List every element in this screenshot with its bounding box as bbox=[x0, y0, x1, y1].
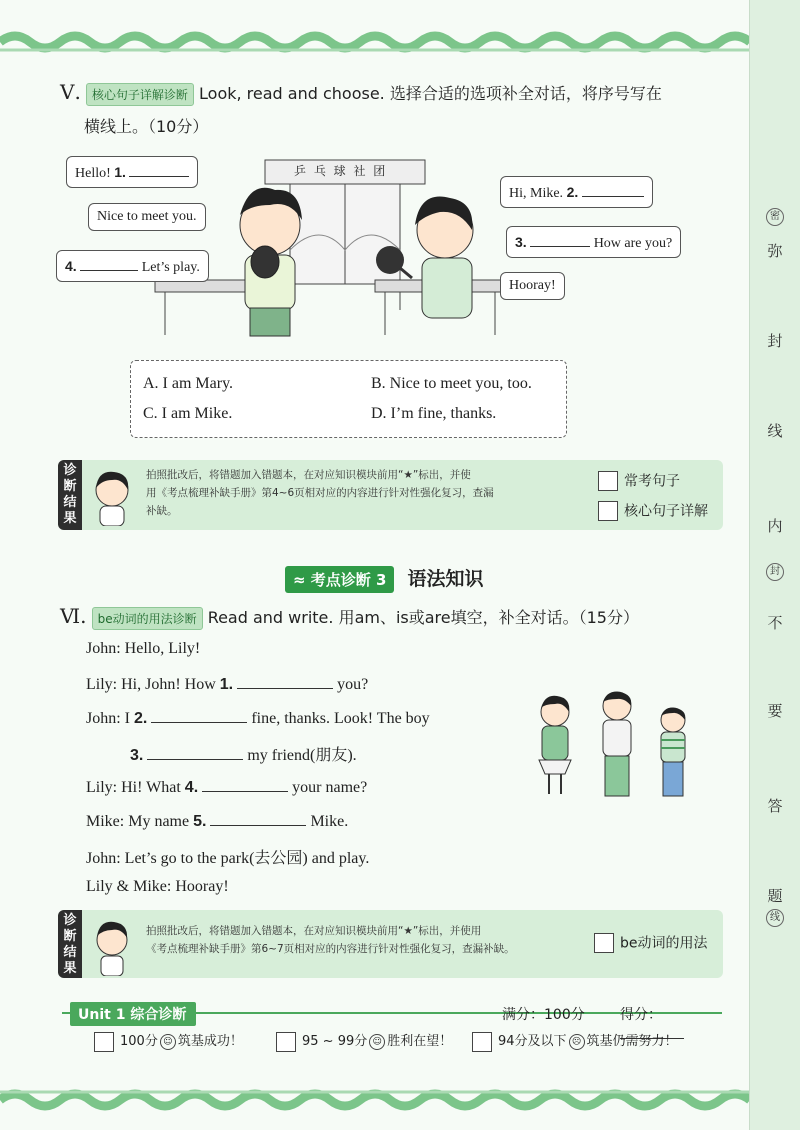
smile-face-icon: ☺ bbox=[369, 1034, 385, 1050]
speech-bubble-2: Nice to meet you. bbox=[88, 203, 206, 231]
speech-bubble-1: Hello! 1. bbox=[66, 156, 198, 188]
dialogue-line-4: 3. my friend(朋友). bbox=[130, 747, 357, 764]
sad-face-icon: ☹ bbox=[569, 1034, 585, 1050]
dialogue-line-5: Lily: Hi! What 4. your name? bbox=[86, 779, 368, 796]
rating-95-99[interactable]: 95 ~ 99分 ☺ 胜利在望！ bbox=[276, 1030, 452, 1052]
section5-instr-zh: 选择合适的选项补全对话，将序号写在 bbox=[389, 84, 662, 103]
seal-circle: 封 bbox=[750, 560, 800, 581]
option-b: B. Nice to meet you, too. bbox=[371, 375, 532, 392]
section6-number: Ⅵ. bbox=[60, 604, 87, 628]
speech-bubble-4: Hi, Mike. 2. bbox=[500, 176, 653, 208]
checkbox[interactable] bbox=[94, 1032, 114, 1052]
answer-blank-4[interactable] bbox=[80, 256, 138, 271]
seal-circle: 线 bbox=[750, 906, 800, 927]
section6-tag: be动词的用法诊断 bbox=[92, 607, 203, 630]
diagnosis-box-2 bbox=[58, 910, 723, 978]
answer-blank-3[interactable] bbox=[530, 232, 590, 247]
section-badge: ≈ 考点诊断 3 bbox=[285, 566, 394, 593]
seal-char: 弥 bbox=[767, 242, 783, 260]
happy-face-icon: ☺ bbox=[160, 1034, 176, 1050]
blank-5[interactable] bbox=[210, 811, 306, 826]
checkbox-be-verb[interactable]: be动词的用法 bbox=[594, 932, 708, 953]
teacher-avatar-icon bbox=[88, 466, 136, 526]
section6-instr: Read and write. 用am、is或are填空，补全对话。（15分） bbox=[207, 608, 639, 627]
seal-char: 线 bbox=[767, 422, 783, 440]
boy-avatar-icon bbox=[88, 916, 136, 976]
full-score: 满分：100分 bbox=[502, 1007, 585, 1023]
dialogue-line-1: John: Hello, Lily! bbox=[86, 640, 201, 657]
dialogue-line-7: John: Let’s go to the park(去公园) and play. bbox=[86, 850, 370, 867]
seal-char: 题 bbox=[767, 887, 783, 905]
diagnosis-text-2: 拍照批改后，将错题加入错题本，在对应知识模块前用“★”标出，并使用 《考点梳理补缺手册》第6~7页相对应的内容进行针对性强化复习，查漏补缺。 bbox=[146, 925, 515, 955]
options-box bbox=[130, 360, 567, 438]
dialogue-line-6: Mike: My name 5. Mike. bbox=[86, 813, 349, 830]
checkbox[interactable] bbox=[594, 933, 614, 953]
grammar-section-heading bbox=[285, 564, 484, 593]
blank-1[interactable] bbox=[237, 674, 333, 689]
dialogue-line-8: Lily & Mike: Hooray! bbox=[86, 878, 229, 895]
option-c: C. I am Mike. bbox=[143, 405, 233, 422]
ping-pong-club-illustration bbox=[150, 150, 550, 360]
unit-summary bbox=[62, 1000, 722, 1070]
seal-line-strip bbox=[749, 0, 800, 1130]
section5-instr-zh2: 横线上。（10分） bbox=[84, 117, 209, 136]
option-d: D. I’m fine, thanks. bbox=[371, 405, 497, 422]
section5-instr-en: Look, read and choose. bbox=[199, 84, 385, 103]
seal-char: 要 bbox=[767, 702, 783, 720]
checkbox[interactable] bbox=[598, 501, 618, 521]
section5-tag: 核心句子详解诊断 bbox=[86, 83, 194, 106]
checkbox[interactable] bbox=[598, 471, 618, 491]
section5-number: Ⅴ. bbox=[60, 80, 81, 104]
seal-char: 内 bbox=[767, 517, 783, 535]
rating-100[interactable]: 100分 ☺ 筑基成功！ bbox=[94, 1030, 243, 1052]
checkbox[interactable] bbox=[276, 1032, 296, 1052]
score-field[interactable]: 得分： bbox=[620, 1004, 722, 1043]
option-a: A. I am Mary. bbox=[143, 375, 234, 392]
diagnosis-label: 诊 断 结 果 bbox=[58, 910, 82, 978]
club-sign: 乒 乓 球 社 团 bbox=[294, 164, 388, 178]
checkbox-common-sentences[interactable]: 常考句子 bbox=[598, 470, 680, 491]
blank-4[interactable] bbox=[202, 777, 288, 792]
seal-char: 不 bbox=[767, 614, 783, 632]
checkbox-core-sentences[interactable]: 核心句子详解 bbox=[598, 500, 708, 521]
seal-char: 封 bbox=[767, 332, 783, 350]
diagnosis-text-1: 拍照批改后，将错题加入错题本，在对应知识模块前用“★”标出，并使 用《考点梳理补缺手册》第4~6页相对应的内容进行针对性强化复习，查漏 补缺。 bbox=[146, 469, 494, 517]
checkbox[interactable] bbox=[472, 1032, 492, 1052]
answer-blank-2[interactable] bbox=[582, 182, 644, 197]
section5-heading bbox=[60, 80, 740, 106]
blank-2[interactable] bbox=[151, 708, 247, 723]
dialogue-line-2: Lily: Hi, John! How 1. you? bbox=[86, 676, 369, 693]
diagnosis-box-1 bbox=[58, 460, 723, 530]
unit-tag: Unit 1 综合诊断 bbox=[70, 1002, 196, 1026]
blank-3[interactable] bbox=[147, 745, 243, 760]
seal-char: 答 bbox=[767, 797, 783, 815]
section-name: 语法知识 bbox=[407, 568, 484, 590]
dialogue-line-3: John: I 2. fine, thanks. Look! The boy bbox=[86, 710, 430, 727]
rating-94-below[interactable]: 94分及以下 ☹ 筑基仍需努力！ bbox=[472, 1030, 678, 1052]
answer-blank-1[interactable] bbox=[129, 162, 189, 177]
section6-heading bbox=[60, 604, 740, 630]
speech-bubble-6: Hooray! bbox=[500, 272, 565, 300]
diagnosis-label: 诊 断 结 果 bbox=[58, 460, 82, 530]
speech-bubble-5: 3. How are you? bbox=[506, 226, 681, 258]
speech-bubble-3: 4. Let’s play. bbox=[56, 250, 209, 282]
three-children-illustration bbox=[525, 690, 705, 800]
seal-circle: 密 bbox=[750, 205, 800, 226]
